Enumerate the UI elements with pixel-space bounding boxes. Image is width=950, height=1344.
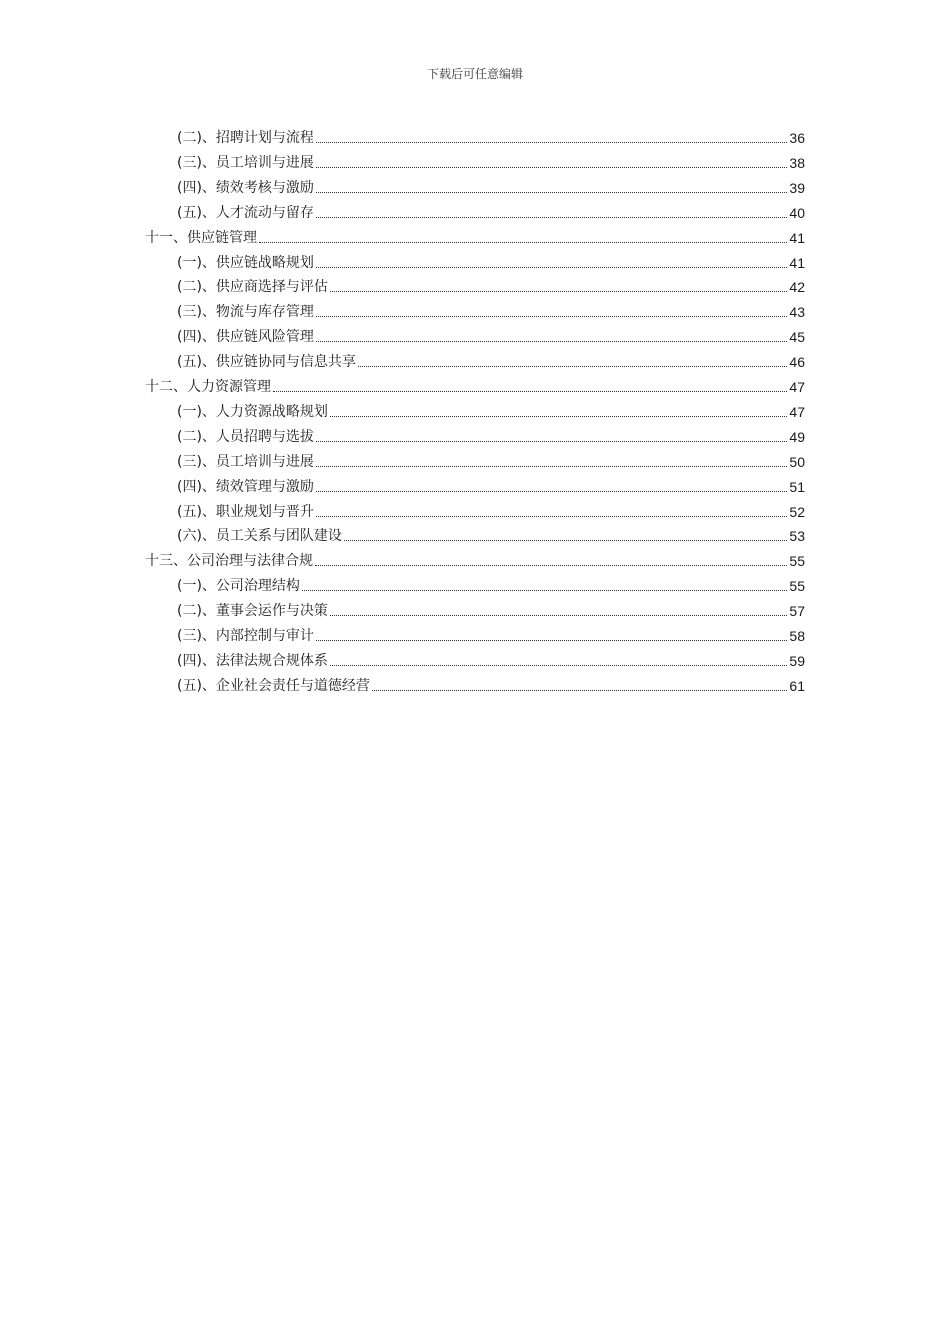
toc-entry-page-number: 58 (789, 628, 805, 644)
toc-dot-leader (316, 167, 787, 168)
toc-entry-page-number: 55 (789, 553, 805, 570)
toc-dot-leader (273, 391, 787, 392)
toc-entry-page-number: 55 (789, 578, 805, 595)
toc-dot-leader (316, 192, 787, 193)
toc-entry-title: (二)、董事会运作与决策 (177, 603, 328, 620)
toc-entry-page-number: 38 (789, 154, 805, 171)
toc-entry-title: (一)、公司治理结构 (177, 578, 300, 595)
toc-dot-leader (259, 242, 787, 243)
toc-entry-page-number: 45 (789, 329, 805, 346)
toc-entry[interactable] (145, 549, 805, 571)
toc-entry-title: (二)、招聘计划与流程 (177, 130, 314, 146)
toc-dot-leader (358, 366, 787, 367)
toc-entry-page-number: 41 (789, 254, 805, 271)
toc-entry-title: (四)、绩效考核与激励 (177, 179, 314, 196)
toc-entry-title: 十一、供应链管理 (145, 229, 257, 246)
toc-entry[interactable] (177, 201, 805, 223)
toc-dot-leader (316, 316, 787, 317)
toc-entry-page-number: 49 (789, 428, 805, 445)
toc-entry[interactable] (177, 251, 805, 273)
toc-dot-leader (316, 217, 787, 218)
toc-entry-title: (五)、供应链协同与信息共享 (177, 354, 356, 371)
toc-dot-leader (316, 516, 787, 517)
toc-entry[interactable] (177, 275, 805, 297)
toc-dot-leader (316, 466, 787, 467)
toc-entry[interactable] (177, 674, 805, 696)
toc-entry[interactable] (177, 300, 805, 322)
toc-entry-title: (五)、企业社会责任与道德经营 (177, 677, 370, 694)
toc-entry[interactable] (177, 350, 805, 372)
toc-entry[interactable] (177, 325, 805, 347)
toc-entry-page-number: 51 (789, 478, 805, 495)
toc-entry[interactable] (177, 500, 805, 522)
toc-entry[interactable] (177, 400, 805, 422)
toc-dot-leader (316, 267, 787, 268)
toc-entry-title: (一)、供应链战略规划 (177, 254, 314, 271)
toc-entry[interactable] (177, 574, 805, 596)
toc-entry-page-number: 47 (789, 379, 805, 395)
toc-entry[interactable] (177, 126, 805, 148)
toc-entry-title: (五)、职业规划与晋升 (177, 503, 314, 520)
toc-entry-title: 十三、公司治理与法律合规 (145, 553, 313, 570)
toc-entry-title: (四)、供应链风险管理 (177, 329, 314, 346)
toc-entry-title: (四)、绩效管理与激励 (177, 478, 314, 495)
toc-entry[interactable] (145, 226, 805, 248)
toc-entry[interactable] (177, 599, 805, 621)
toc-entry-page-number: 36 (789, 130, 805, 146)
toc-entry-page-number: 50 (789, 453, 805, 470)
toc-entry-title: (三)、内部控制与审计 (177, 628, 314, 644)
toc-entry-title: 十二、人力资源管理 (145, 379, 271, 395)
toc-entry-page-number: 41 (789, 229, 805, 246)
toc-dot-leader (330, 416, 787, 417)
toc-entry[interactable] (145, 375, 805, 397)
toc-entry-page-number: 53 (789, 528, 805, 545)
toc-entry[interactable] (177, 450, 805, 472)
toc-entry-page-number: 47 (789, 403, 805, 420)
toc-dot-leader (330, 615, 787, 616)
toc-entry-title: (二)、人员招聘与选拔 (177, 428, 314, 445)
toc-entry-page-number: 57 (789, 603, 805, 620)
toc-dot-leader (316, 341, 787, 342)
toc-dot-leader (316, 441, 787, 442)
toc-entry-title: (四)、法律法规合规体系 (177, 652, 328, 669)
toc-entry[interactable] (177, 425, 805, 447)
toc-entry[interactable] (177, 475, 805, 497)
toc-dot-leader (330, 291, 787, 292)
toc-dot-leader (315, 565, 787, 566)
toc-entry[interactable] (177, 176, 805, 198)
toc-entry[interactable] (177, 649, 805, 671)
toc-entry-title: (三)、员工培训与进展 (177, 453, 314, 470)
toc-entry-title: (一)、人力资源战略规划 (177, 403, 328, 420)
toc-entry-page-number: 61 (789, 677, 805, 694)
toc-dot-leader (316, 640, 787, 641)
toc-dot-leader (302, 590, 787, 591)
toc-entry[interactable] (177, 624, 805, 646)
toc-entry-title: (三)、物流与库存管理 (177, 304, 314, 321)
toc-dot-leader (344, 540, 787, 541)
toc-entry-title: (二)、供应商选择与评估 (177, 279, 328, 296)
toc-entry-page-number: 42 (789, 279, 805, 296)
toc-entry-title: (六)、员工关系与团队建设 (177, 528, 342, 545)
toc-entry-title: (三)、员工培训与进展 (177, 154, 314, 171)
page-header: 下载后可任意编辑 (426, 67, 523, 81)
toc-dot-leader (316, 142, 787, 143)
toc-entry-page-number: 59 (789, 652, 805, 669)
toc-entry-page-number: 39 (789, 179, 805, 196)
toc-entry-page-number: 46 (789, 354, 805, 371)
toc-entry-page-number: 52 (789, 503, 805, 520)
toc-entry[interactable] (177, 151, 805, 173)
toc-dot-leader (330, 665, 787, 666)
toc-entry[interactable] (177, 524, 805, 546)
toc-entry-page-number: 40 (789, 204, 805, 221)
toc-entry-page-number: 43 (789, 304, 805, 321)
toc-entry-title: (五)、人才流动与留存 (177, 204, 314, 221)
toc-dot-leader (372, 690, 787, 691)
toc-dot-leader (316, 491, 787, 492)
